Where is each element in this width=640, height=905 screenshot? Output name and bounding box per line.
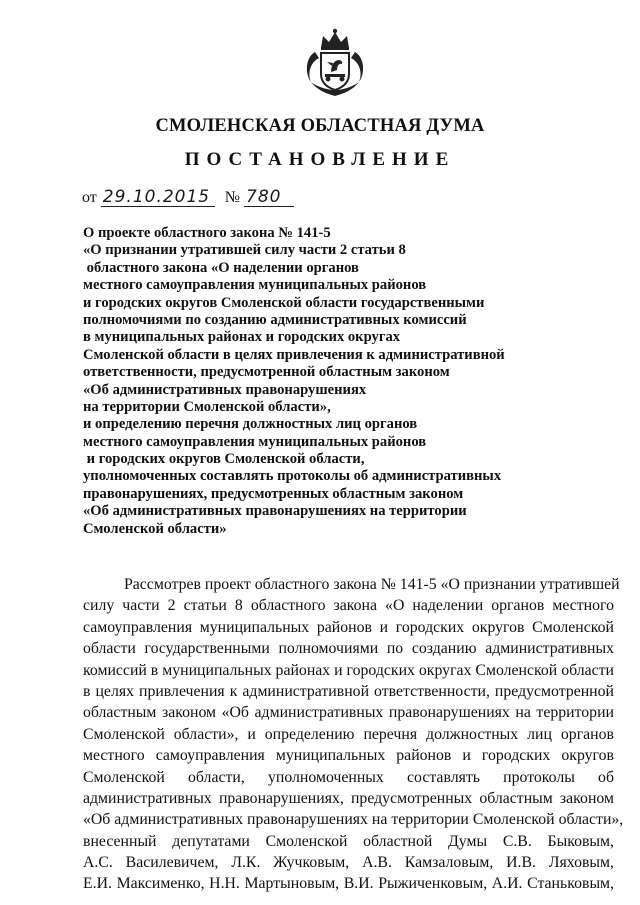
coat-of-arms-icon — [301, 26, 369, 98]
subject-line: правонарушениях, предусмотренных областным законом — [83, 485, 464, 502]
handwritten-number: 780 — [244, 188, 294, 207]
subject-line: на территории Смоленской области», — [83, 398, 331, 415]
subject-line: полномочиями по созданию административных комиссий — [83, 311, 467, 328]
body-line: в целях привлечения к административной ответственности, предусмотренной — [83, 682, 614, 700]
body-line: силу части 2 статьи 8 областного закона «О наделении органов местного — [83, 597, 614, 615]
subject-line: ответственности, предусмотренной областным законом — [83, 364, 450, 381]
body-paragraph — [83, 574, 624, 895]
subject-line: Смоленской области в целях привлечения к административной — [83, 346, 505, 363]
body-line: административных правонарушениях, предусмотренных областным законом — [83, 789, 614, 807]
organization-title: СМОЛЕНСКАЯ ОБЛАСТНАЯ ДУМА — [155, 116, 485, 136]
body-line: областным законом «Об административных правонарушениях на территории — [83, 704, 614, 722]
coat-of-arms-emblem — [301, 26, 369, 98]
subject-line: и городских округов Смоленской области, — [83, 451, 365, 468]
body-line: Смоленской области, уполномоченных составлять протоколы об — [83, 768, 614, 786]
body-line: «Об административных правонарушениях на территории Смоленской области», — [83, 811, 624, 829]
number-prefix: № — [224, 189, 241, 206]
subject-block — [83, 225, 523, 538]
subject-line: Смоленской области» — [83, 520, 227, 537]
body-line: Е.И. Максименко, Н.Н. Мартыновым, В.И. Рыжиченковым, А.И. Станьковым, — [83, 875, 614, 893]
date-prefix: от — [82, 189, 97, 206]
subject-line: в муниципальных районах и городских округах — [83, 329, 401, 346]
body-line: Смоленской области», и определению перечня должностных лиц органов — [83, 725, 614, 743]
subject-line: местного самоуправления муниципальных районов — [83, 277, 427, 294]
subject-line: областного закона «О наделении органов — [83, 259, 359, 276]
body-line: самоуправления муниципальных районов и городских округов Смоленской — [83, 618, 614, 636]
document-type-heading: ПОСТАНОВЛЕНИЕ — [184, 149, 456, 170]
date-number-line — [82, 188, 294, 207]
body-line: внесенный депутатами Смоленской областной Думы С.В. Быковым, — [83, 832, 614, 850]
handwritten-date: 29.10.2015 — [101, 188, 215, 207]
subject-line: О проекте областного закона № 141-5 — [83, 225, 331, 241]
body-line: местного самоуправления муниципальных районов и городских округов — [83, 747, 614, 765]
body-line: А.С. Василевичем, Л.К. Жучковым, А.В. Камзаловым, И.В. Ляховым, — [83, 854, 614, 872]
subject-line: «Об административных правонарушениях — [83, 381, 367, 398]
subject-line: «Об административных правонарушениях на территории — [83, 503, 467, 520]
body-line: комиссий в муниципальных районах и городских округах Смоленской области — [83, 661, 614, 679]
subject-line: и определению перечня должностных лиц органов — [83, 416, 418, 433]
body-line: Рассмотрев проект областного закона № 141-5 «О признании утратившей — [124, 576, 620, 593]
subject-line: местного самоуправления муниципальных районов — [83, 433, 427, 450]
subject-line: уполномоченных составлять протоколы об административных — [83, 468, 502, 485]
body-line: области государственными полномочиями по созданию административных — [83, 640, 614, 658]
subject-line: и городских округов Смоленской области государственными — [83, 294, 485, 311]
subject-line: «О признании утратившей силу части 2 статьи 8 — [83, 242, 406, 259]
